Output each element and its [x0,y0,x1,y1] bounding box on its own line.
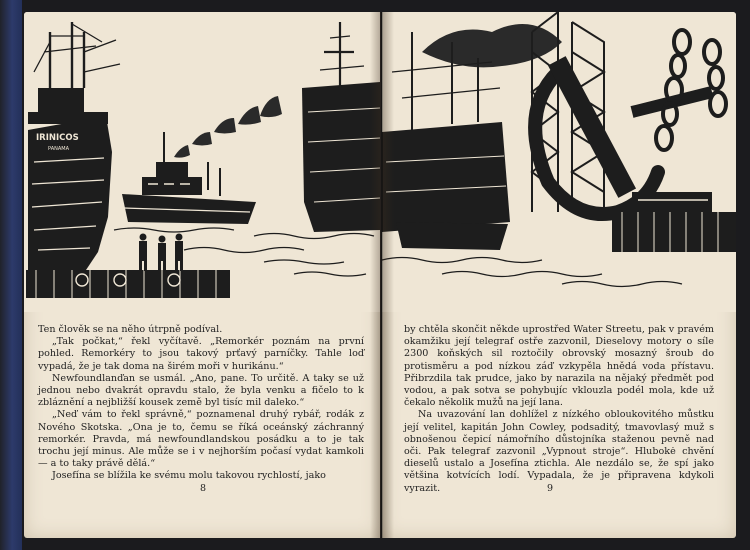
hull-name-text: IRINICOS [36,133,79,143]
paragraph: „Tak počkat,“ řekl vyčítavě. „Remorkér poznám na první pohled. Remorkéry to jsou takový prťavý parníčky. Tahle loď vypadá, že je tak doma na širém moři v hurikánu.“ [38,336,364,372]
right-page [382,12,736,538]
paragraph: Ten člověk se na něho útrpně podíval. [38,324,223,335]
left-page [24,12,380,538]
book-cover-edge [0,0,22,550]
hull-port-text: PANAMA [48,146,70,152]
paragraph: Josefína se blížila ke svému molu takovou rychlostí, jako [52,470,326,482]
right-page-text [404,324,714,495]
left-page-text [38,324,364,483]
paragraph: Newfoundlanďan se usmál. „Ano, pane. To určitě. A taky se už jednou nebo dvakrát opravdu stalo, že byla venku a fičelo to k zbláznění a nejbližší kousek země byl tisíc mil daleko.“ [38,372,364,409]
wooden-pier [26,270,230,298]
harbor-illustration-right [382,12,736,312]
paragraph: by chtěla skončit někde uprostřed Water Streetu, pak v pravém okamžiku její telegraf ostře zazvonil, Dieselovy motory o síle 2300 koňských sil roztočily obrovský mosazný šroub do protisměru a pod nízkou záď vzkypěla hnědá voda přístavu. Přibrzdila tak prudce, jako by narazila na nějaký předmět pod vodou, a pak sotva se pohybujíc vklouzla podél mola, kde už čekalo několik mužů na její lana. [404,324,714,409]
paragraph: „Neď vám to řekl správně,“ poznamenal druhý rybář, rodák z Nového Skotska. „Ona je to, čemu se říká oceánský záchranný remorkér. Pravda, má newfoundlandskou posádku a to je tak trochu její minus. Ale může se i v nejhorším počasí vydat kamkoli — a to taky právě dělá.“ [38,409,364,470]
page-number: 9 [547,483,554,494]
harbor-illustration-left [24,12,380,312]
page-number: 8 [200,483,207,494]
fishermen-figures [139,234,183,272]
paragraph: Na uvazování lan dohlížel z nízkého obloukovitého můstku její velitel, kapitán John Cowley, podsaditý, tmavovlasý muž s obnošenou čepicí námořního důstojníka staženou pevně nad oči. Pak telegraf zazvonil „Vypnout stroje“. Hlubokė chvění dieselů ustalo a Josefína ztichla. Ale nezdálo se, že spí jako většina kotvících lodí. Vypadala, že je připravena kdykoli vyrazit. [404,409,714,494]
